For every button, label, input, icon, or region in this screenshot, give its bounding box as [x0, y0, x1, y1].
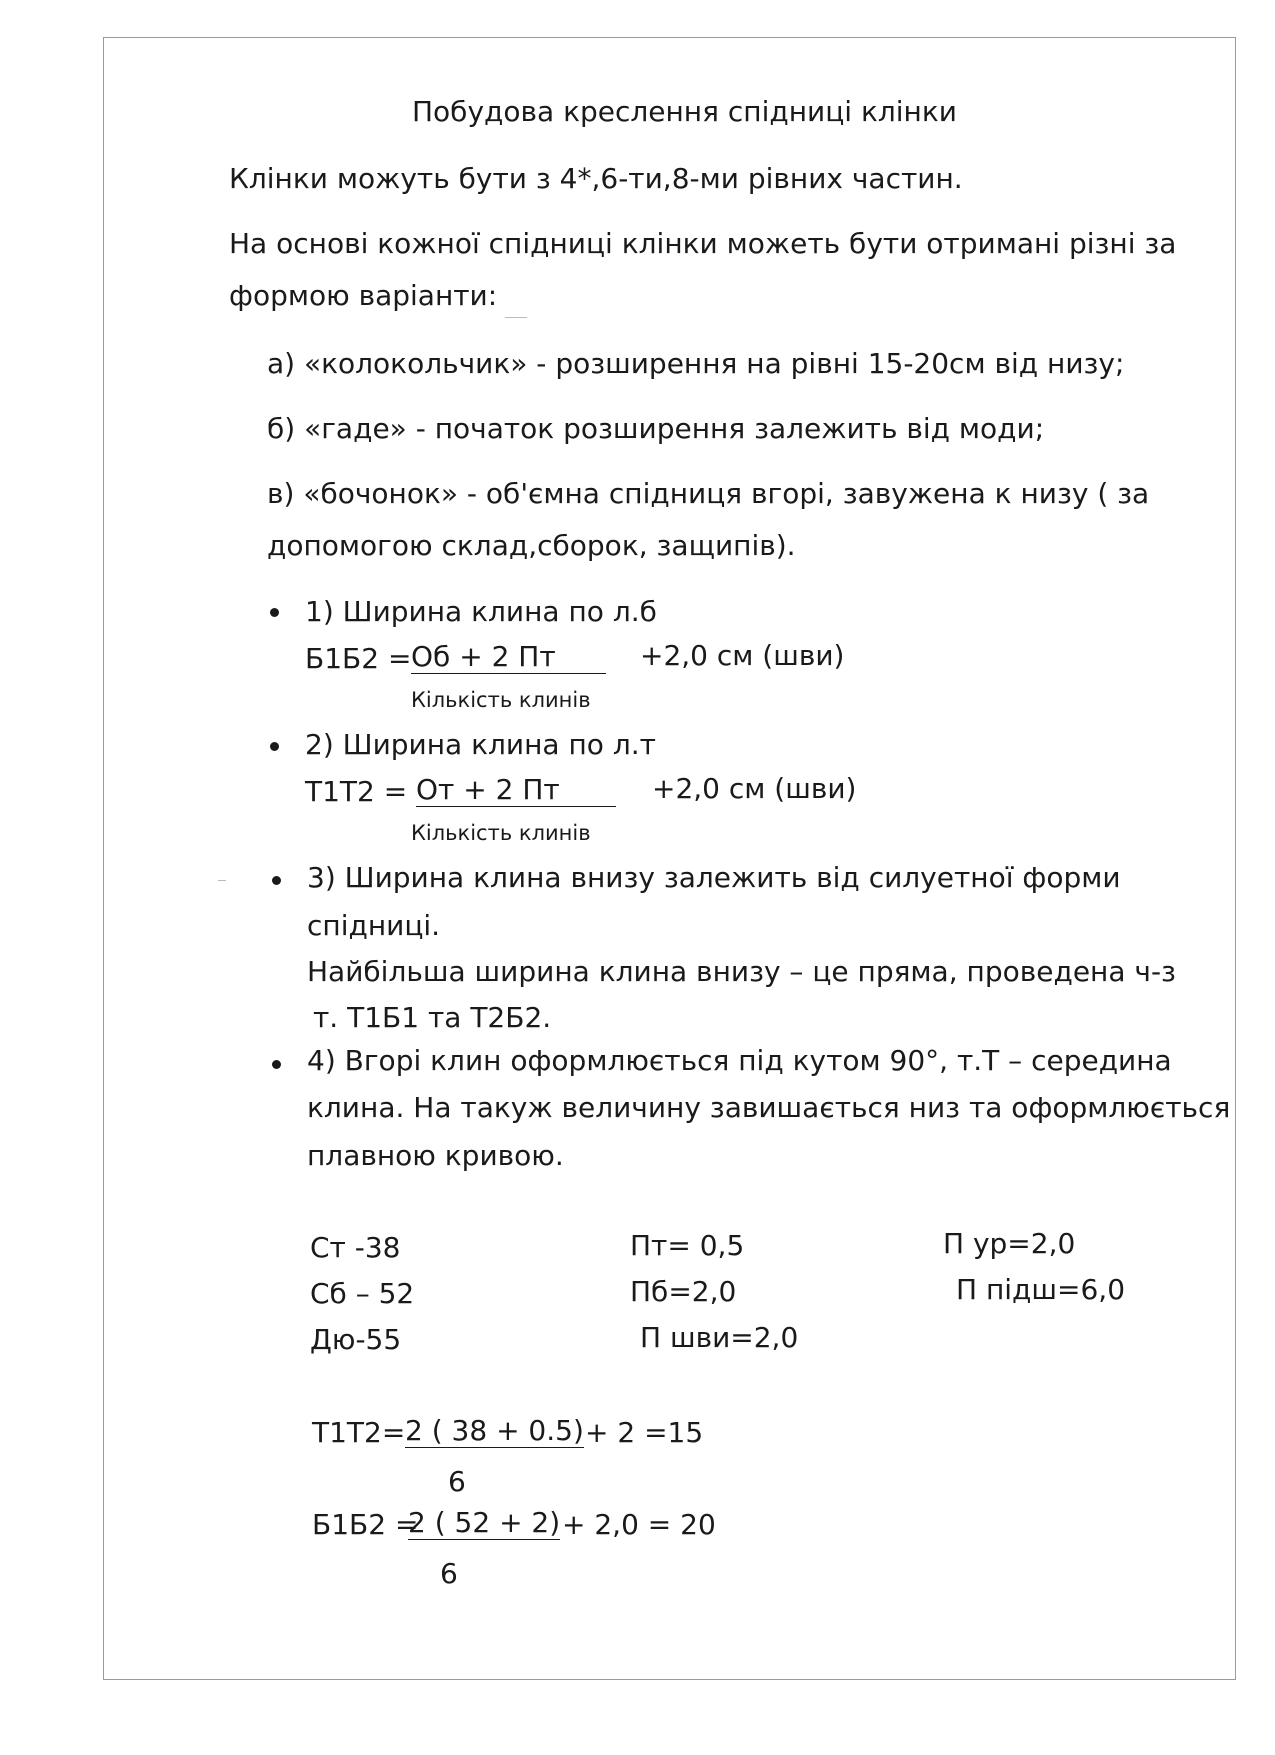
item-2-numerator-text: От + 2 Пт [416, 774, 616, 807]
item-2-formula-numerator [416, 772, 616, 808]
item-1-formula-denominator: Кількість клинів [411, 688, 591, 712]
calc-2-rest: + 2,0 = 20 [562, 1508, 716, 1541]
variant-a: а) «колокольчик» - розширення на рівні 15-20см від низу; [267, 347, 1125, 380]
item-1-numerator-text: Об + 2 Пт [411, 641, 606, 674]
calc-2-numerator-text: 2 ( 52 + 2) [408, 1506, 561, 1539]
item-3-line-2: спідниці. [307, 909, 441, 942]
bullet-4 [272, 1060, 281, 1069]
intro-line-3: формою варіанти: [229, 279, 498, 312]
calc-1-numerator-text: 2 ( 38 + 0.5) [405, 1414, 584, 1447]
item-1-formula-numerator [411, 639, 606, 675]
calc-2-denominator: 6 [440, 1557, 458, 1590]
bullet-3 [272, 876, 281, 885]
measure-sb: Сб – 52 [310, 1277, 415, 1310]
scan-speck [218, 880, 226, 881]
allowance-pb: Пб=2,0 [630, 1275, 737, 1308]
calc-2-numerator [408, 1505, 560, 1541]
allowance-pidsh: П підш=6,0 [956, 1273, 1126, 1306]
item-2-formula-lhs: Т1Т2 = [305, 775, 408, 808]
item-3-line-3: Найбільша ширина клина внизу – це пряма, проведена ч-з [307, 955, 1176, 988]
item-4-line-2: клина. На такуж величину завишається низ та оформлюється [307, 1091, 1231, 1124]
variant-b: б) «гаде» - початок розширення залежить від моди; [267, 412, 1045, 445]
measure-dyu: Дю-55 [310, 1323, 402, 1356]
item-4-line-1: 4) Вгорі клин оформлюється під кутом 90°, т.Т – середина [307, 1044, 1172, 1077]
page-title: Побудова креслення спідниці клінки [412, 95, 957, 128]
calc-2-lhs: Б1Б2 = [312, 1508, 419, 1541]
item-1-heading: 1) Ширина клина по л.б [305, 595, 657, 628]
variant-c-line-2: допомогою склад,сборок, защипів). [267, 529, 796, 562]
item-2-formula-denominator: Кількість клинів [411, 821, 591, 845]
allowance-pt: Пт= 0,5 [630, 1229, 745, 1262]
intro-line-2: На основі кожної спідниці клінки можеть бути отримані різні за [229, 227, 1177, 260]
item-1-formula-plus: +2,0 см (шви) [640, 639, 845, 672]
item-2-formula-plus: +2,0 см (шви) [652, 772, 857, 805]
allowance-shvy: П шви=2,0 [640, 1321, 799, 1354]
allowance-pur: П ур=2,0 [943, 1227, 1076, 1260]
calc-1-rest: + 2 =15 [585, 1416, 704, 1449]
calc-1-lhs: Т1Т2= [312, 1416, 406, 1449]
measure-st: Ст -38 [310, 1231, 401, 1264]
variant-c-line-1: в) «бочонок» - об'ємна спідниця вгорі, завужена к низу ( за [267, 477, 1150, 510]
item-1-formula-lhs: Б1Б2 = [305, 642, 412, 675]
calc-1-numerator [405, 1413, 584, 1449]
item-4-line-3: плавною кривою. [307, 1139, 564, 1172]
calc-1-denominator: 6 [448, 1465, 466, 1498]
item-3-line-4: т. Т1Б1 та Т2Б2. [313, 1001, 552, 1034]
bullet-1 [270, 608, 279, 617]
scan-speck [505, 317, 527, 318]
intro-line-1: Клінки можуть бути з 4*,6-ти,8-ми рівних частин. [229, 162, 963, 195]
item-2-heading: 2) Ширина клина по л.т [305, 728, 656, 761]
item-3-line-1: 3) Ширина клина внизу залежить від силуетної форми [307, 861, 1121, 894]
bullet-2 [270, 742, 279, 751]
